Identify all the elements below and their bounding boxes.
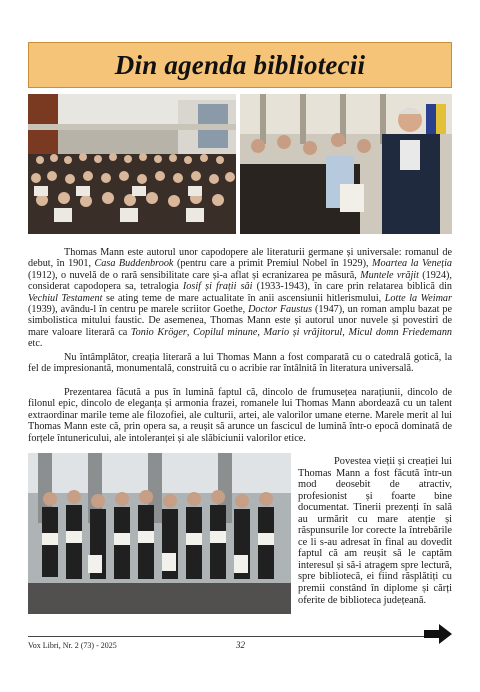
text-segment: , bbox=[257, 326, 264, 338]
paragraph-story-text: Povestea vieții și creației lui Thomas Mann a fost făcută într-un mod deosebit de atractiv, profesionist și foarte bine documentat. Tinerii prezenți în sală au urmărit cu mare atenție și răspunsurile lor corecte la întrebările ce li s-au adresat în final au dovedit faptul că am reușit să le captăm interesul și să-i atragem spre lectură, spre bibliotecă, ei fiind răsplătiți cu premii constând în diplome și cărți oferite de biblioteca județeană. bbox=[298, 456, 452, 606]
text-segment: (1947), un roman amplu bazat pe simbolistica mitului faustic. De asemenea, Thomas Mann este și autorul unor nuvele și povestiri de mare valoare literară ca bbox=[28, 304, 452, 338]
work-title: Muntele vrăjit bbox=[360, 269, 419, 281]
award-photo bbox=[240, 94, 452, 234]
page-number: 32 bbox=[236, 640, 245, 650]
paragraph-presentation-text: Prezentarea făcută a pus în lumină faptul că, dincolo de frumusețea narațiunii, dincolo de filonul epic, dincolo de eleganța și armonia frazei, romanele lui Thomas Mann abordează cu un talent extraordinar marile teme ale filozofiei, ale culturii, artei, ale valorilor umane eterne. Marele merit al lui Thomas Mann este că, prin opera sa, a reușit să arunce un fascicul de lumină într-o epocă dominată de forțele întunericului, ale intoleranței și ale slăbiciunii valorilor etice. bbox=[28, 387, 452, 444]
work-title: Vechiul Testament bbox=[28, 292, 103, 304]
paragraph-cathedral-text: Nu întâmplător, creația literară a lui Thomas Mann a fost comparată cu o catedrală gotică, la fel de impresionantă, monumentală, construită cu o acribie rar întâlnită în literatura universală. bbox=[28, 352, 452, 375]
paragraph-works-text bbox=[28, 247, 452, 349]
section-banner bbox=[28, 42, 452, 88]
text-segment: (1933-1943), în care prin relatarea biblică din bbox=[252, 281, 452, 293]
work-title: Tonio Kröger bbox=[130, 326, 187, 338]
text-segment: Thomas Mann este autorul unor capodopere ale literaturii germane și universale: romanul de debut, în 1901, bbox=[28, 247, 452, 270]
group-photo bbox=[28, 453, 291, 614]
publication-info: Vox Libri, Nr. 2 (73) - 2025 bbox=[28, 641, 117, 650]
right-arrow-icon[interactable] bbox=[424, 624, 452, 644]
text-segment: (pentru care a primit Premiul Nobel în 1929), bbox=[173, 258, 373, 270]
section-title: Din agenda bibliotecii bbox=[114, 49, 366, 80]
paragraph-cathedral bbox=[28, 352, 452, 375]
work-title: Copilul minune bbox=[193, 326, 258, 338]
work-title: Mario și vrăjitorul bbox=[263, 326, 343, 338]
text-segment: etc. bbox=[28, 338, 43, 350]
text-segment: (1939), avându-l în centru pe marele scriitor Goethe, bbox=[28, 304, 249, 316]
text-segment: (1912), o nuvelă de o rară sensibilitate care și-a aflat și ecranizarea pe măsură, bbox=[28, 269, 361, 281]
work-title: Iosif și frații săi bbox=[182, 281, 253, 293]
footer-divider bbox=[28, 636, 434, 637]
work-title: Micul domn Friedemann bbox=[348, 326, 453, 338]
text-segment: se ating teme de mare actualitate în anii ascensiunii hitlerismului, bbox=[102, 292, 385, 304]
work-title: Moartea la Veneția bbox=[372, 258, 452, 270]
text-segment: , bbox=[186, 326, 194, 338]
text-segment: , bbox=[342, 326, 349, 338]
paragraph-presentation bbox=[28, 387, 452, 444]
work-title: Casa Buddenbrook bbox=[94, 258, 174, 270]
work-title: Doctor Faustus bbox=[248, 304, 313, 316]
paragraph-works bbox=[28, 247, 452, 350]
paragraph-story bbox=[298, 456, 452, 606]
text-segment: (1924), considerat capodopera sa, tetralogia bbox=[28, 269, 452, 293]
audience-photo bbox=[28, 94, 236, 234]
work-title: Lotte la Weimar bbox=[384, 292, 452, 304]
